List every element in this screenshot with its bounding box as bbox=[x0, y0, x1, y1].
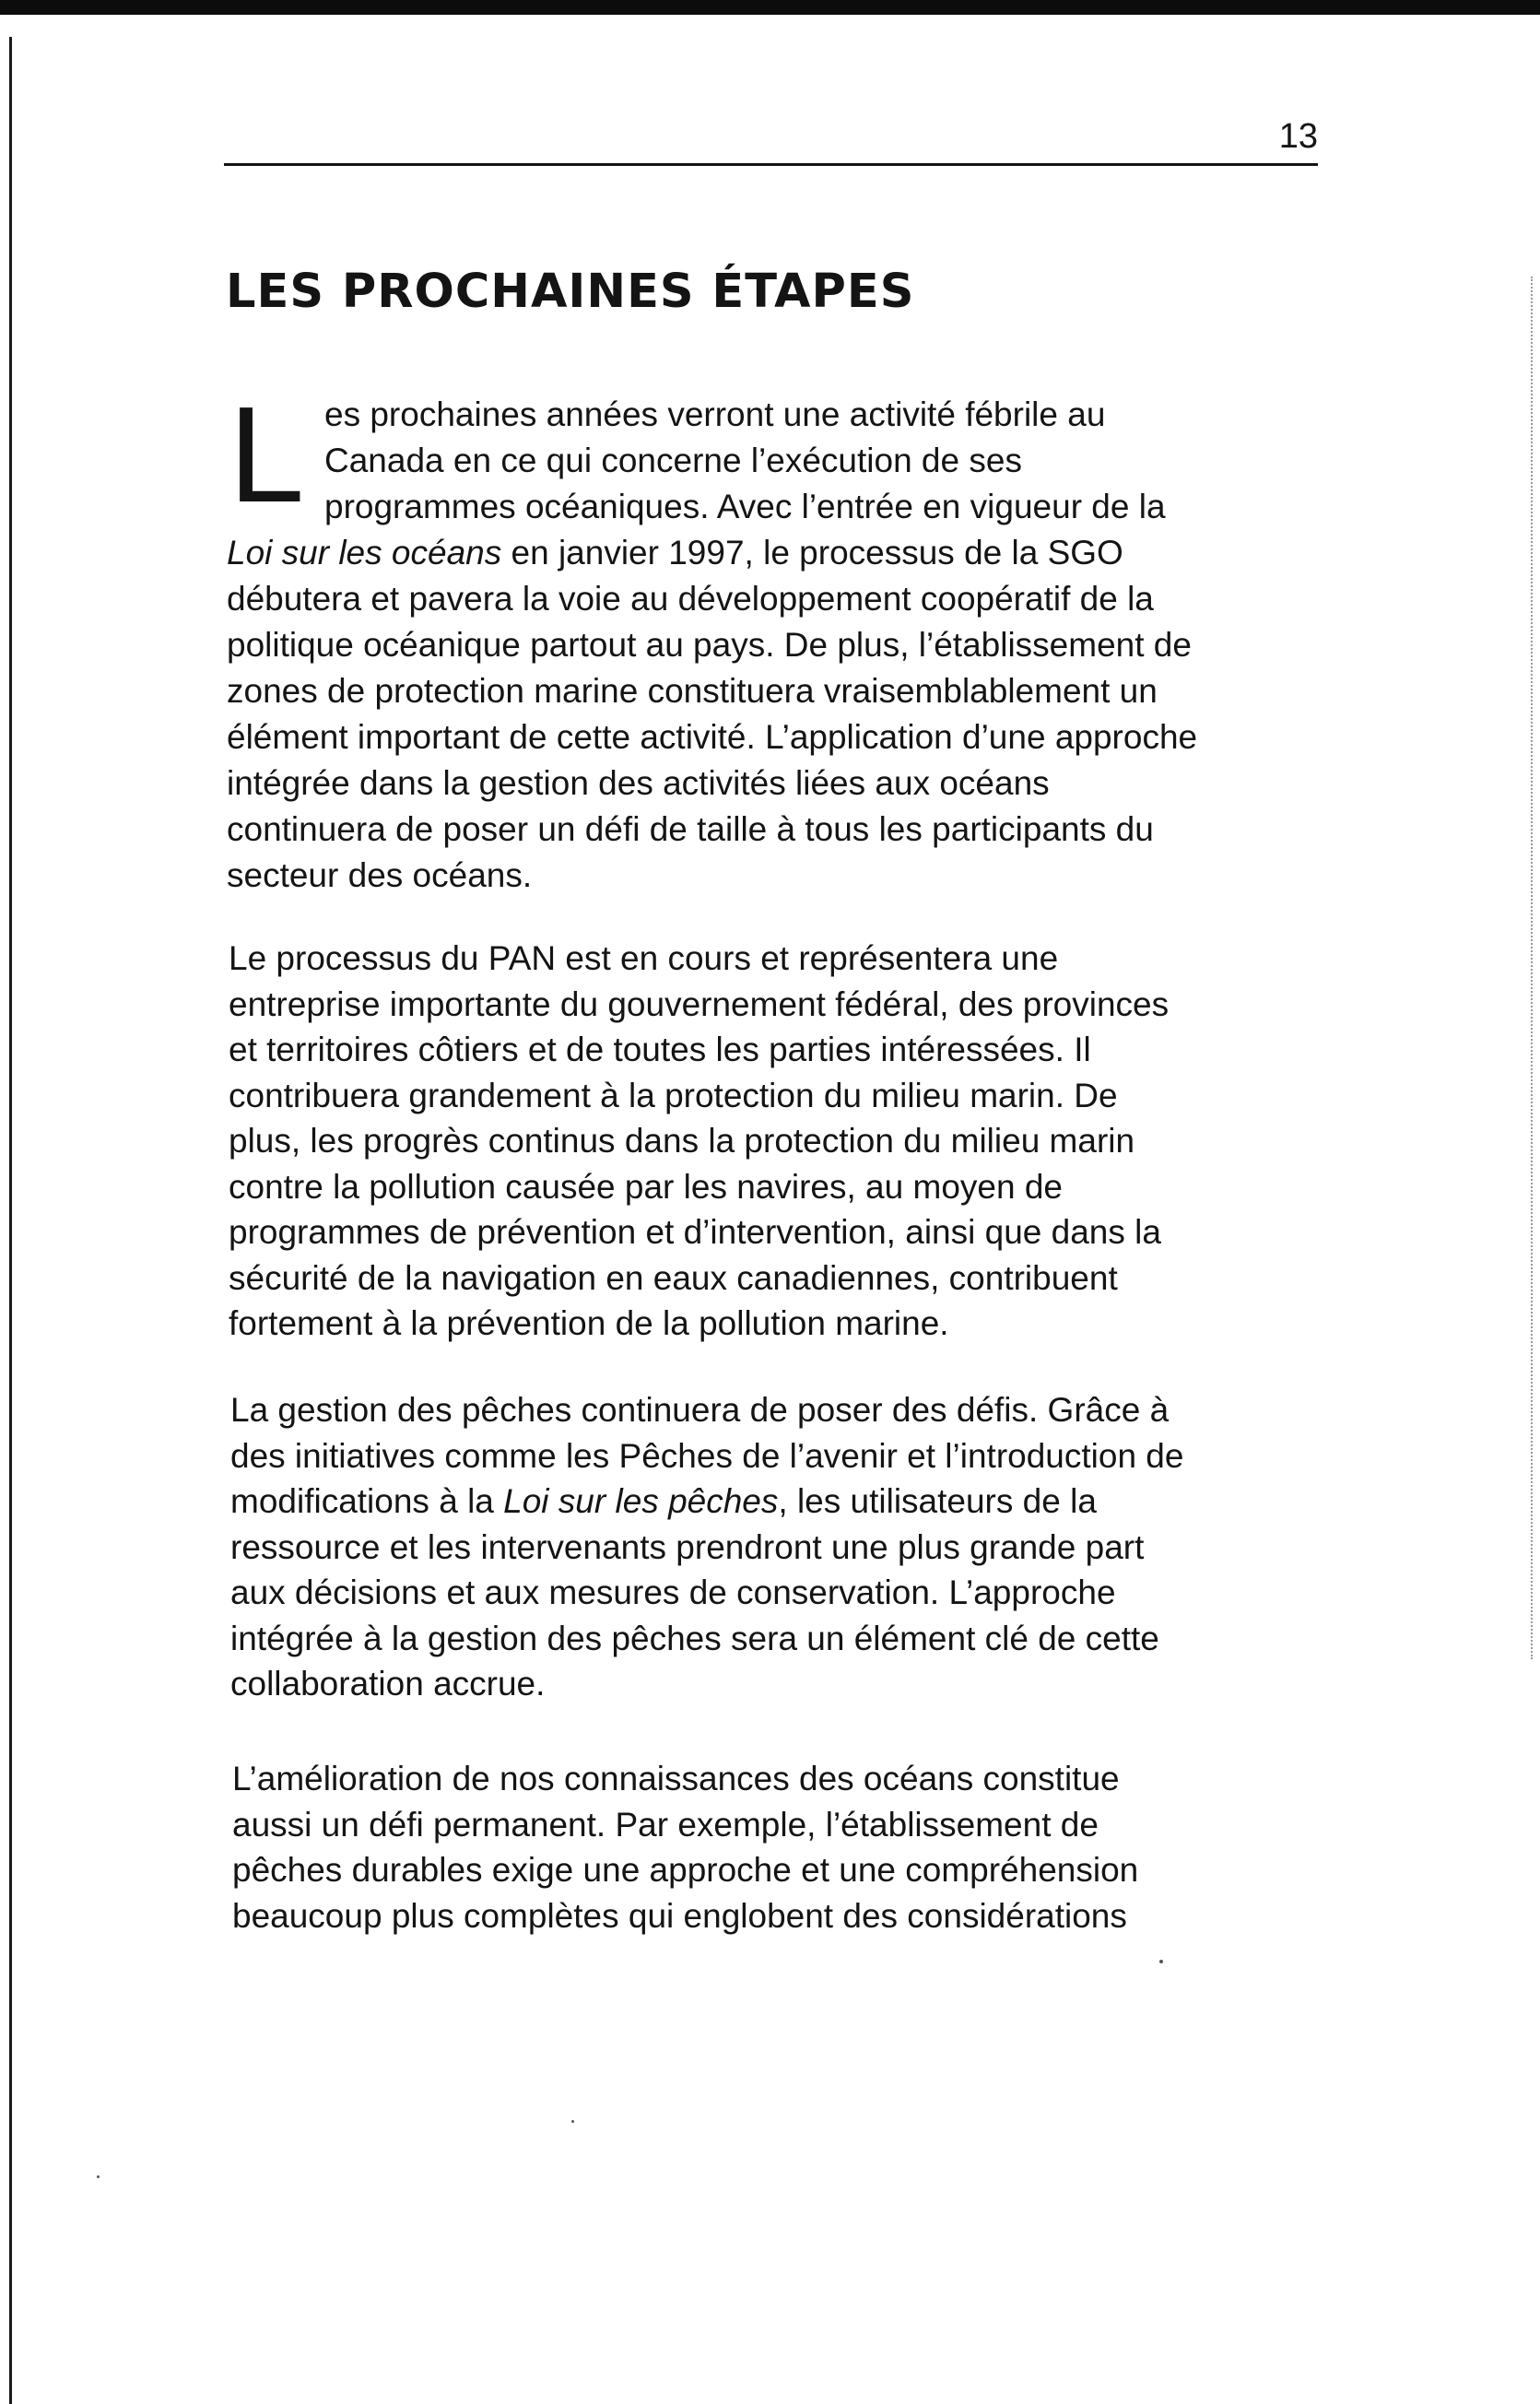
text-segment: Canada en ce qui concerne l’exécution de ses bbox=[324, 442, 1022, 479]
paragraph-3-line bbox=[230, 1481, 1097, 1522]
text-segment: élément important de cette activité. L’application d’une approche bbox=[227, 718, 1198, 756]
scan-speck bbox=[97, 2175, 100, 2178]
scan-left-edge bbox=[9, 37, 12, 2404]
paragraph-2-line bbox=[229, 1076, 1118, 1116]
paragraph-4-line bbox=[232, 1759, 1120, 1799]
paragraph-4-line bbox=[232, 1805, 1099, 1845]
text-segment: des initiatives comme les Pêches de l’avenir et l’introduction de bbox=[230, 1436, 1184, 1475]
text-segment: , les utilisateurs de la bbox=[778, 1482, 1097, 1520]
paragraph-3-line bbox=[230, 1664, 545, 1704]
paragraph-4-line bbox=[232, 1850, 1138, 1891]
text-segment: fortement à la prévention de la pollution marine. bbox=[229, 1304, 949, 1342]
text-segment: plus, les progrès continus dans la protection du milieu marin bbox=[229, 1122, 1135, 1160]
paragraph-1-line bbox=[324, 487, 1166, 527]
text-segment: continuera de poser un défi de taille à tous les participants du bbox=[227, 810, 1154, 848]
scan-right-edge bbox=[1529, 277, 1533, 1659]
paragraph-3-line bbox=[230, 1573, 1116, 1613]
text-segment: collaboration accrue. bbox=[230, 1665, 546, 1703]
text-segment: contre la pollution causée par les navires, au moyen de bbox=[229, 1167, 1063, 1206]
text-segment: politique océanique partout au pays. De plus, l’établissement de bbox=[227, 626, 1192, 664]
header-rule bbox=[224, 163, 1318, 166]
text-segment: intégrée dans la gestion des activités liées aux océans bbox=[227, 764, 1050, 802]
paragraph-1-line bbox=[227, 717, 1197, 758]
paragraph-1-line bbox=[324, 441, 1022, 481]
italic-title: Loi sur les pêches bbox=[503, 1482, 779, 1520]
paragraph-1-line bbox=[227, 625, 1192, 666]
paragraph-1-line bbox=[227, 579, 1154, 619]
text-segment: La gestion des pêches continuera de poser des défis. Grâce à bbox=[230, 1391, 1170, 1429]
scan-speck bbox=[571, 2120, 574, 2123]
paragraph-3-line bbox=[230, 1390, 1169, 1431]
paragraph-2-line bbox=[229, 1212, 1161, 1253]
paragraph-2-line bbox=[229, 1030, 1091, 1070]
paragraph-2-line bbox=[229, 938, 1058, 979]
text-segment: pêches durables exige une approche et une compréhension bbox=[232, 1851, 1139, 1889]
text-segment: L’amélioration de nos connaissances des océans constitue bbox=[232, 1760, 1120, 1797]
text-segment: en janvier 1997, le processus de la SGO bbox=[501, 534, 1123, 572]
scan-speck bbox=[1159, 1960, 1163, 1963]
paragraph-2-line bbox=[229, 984, 1169, 1025]
paragraph-1-line bbox=[227, 809, 1154, 850]
drop-cap: L bbox=[229, 379, 305, 531]
paragraph-3-line bbox=[230, 1527, 1144, 1568]
text-segment: zones de protection marine constituera vraisemblablement un bbox=[227, 672, 1158, 710]
paragraph-1-line bbox=[324, 395, 1105, 435]
text-segment: contribuera grandement à la protection du milieu marin. De bbox=[229, 1076, 1118, 1114]
paragraph-1-line bbox=[227, 671, 1158, 712]
text-segment: modifications à la bbox=[230, 1482, 504, 1520]
paragraph-1-line bbox=[227, 855, 532, 896]
text-segment: programmes de prévention et d’intervention, ainsi que dans la bbox=[229, 1213, 1161, 1251]
text-segment: programmes océaniques. Avec l’entrée en vigueur de la bbox=[324, 488, 1166, 525]
paragraph-2-line bbox=[229, 1167, 1063, 1208]
paragraph-2-line bbox=[229, 1303, 949, 1344]
paragraph-1-line bbox=[227, 763, 1050, 804]
text-segment: sécurité de la navigation en eaux canadiennes, contribuent bbox=[229, 1258, 1118, 1297]
text-segment: entreprise importante du gouvernement fédéral, des provinces bbox=[229, 984, 1170, 1023]
paragraph-2-line bbox=[229, 1258, 1118, 1299]
text-segment: aux décisions et aux mesures de conservation. L’approche bbox=[230, 1573, 1116, 1611]
paragraph-4-line bbox=[232, 1896, 1127, 1937]
paragraph-1-line bbox=[227, 533, 1123, 573]
paragraph-2-line bbox=[229, 1121, 1134, 1161]
text-segment: débutera et pavera la voie au développement coopératif de la bbox=[227, 580, 1154, 618]
text-segment: es prochaines années verront une activité fébrile au bbox=[324, 395, 1106, 433]
text-segment: Le processus du PAN est en cours et représentera une bbox=[229, 939, 1059, 977]
scan-top-border bbox=[0, 0, 1540, 15]
section-title: LES PROCHAINES ÉTAPES bbox=[226, 265, 915, 319]
text-segment: ressource et les intervenants prendront une plus grande part bbox=[230, 1527, 1145, 1566]
text-segment: intégrée à la gestion des pêches sera un élément clé de cette bbox=[230, 1619, 1159, 1657]
paragraph-3-line bbox=[230, 1619, 1159, 1659]
page-number: 13 bbox=[1278, 117, 1318, 156]
italic-title: Loi sur les océans bbox=[227, 534, 502, 572]
text-segment: secteur des océans. bbox=[227, 856, 533, 894]
text-segment: aussi un défi permanent. Par exemple, l’établissement de bbox=[232, 1805, 1099, 1844]
text-segment: et territoires côtiers et de toutes les parties intéressées. Il bbox=[229, 1031, 1091, 1068]
paragraph-3-line bbox=[230, 1436, 1183, 1477]
text-segment: beaucoup plus complètes qui englobent des considérations bbox=[232, 1896, 1127, 1935]
